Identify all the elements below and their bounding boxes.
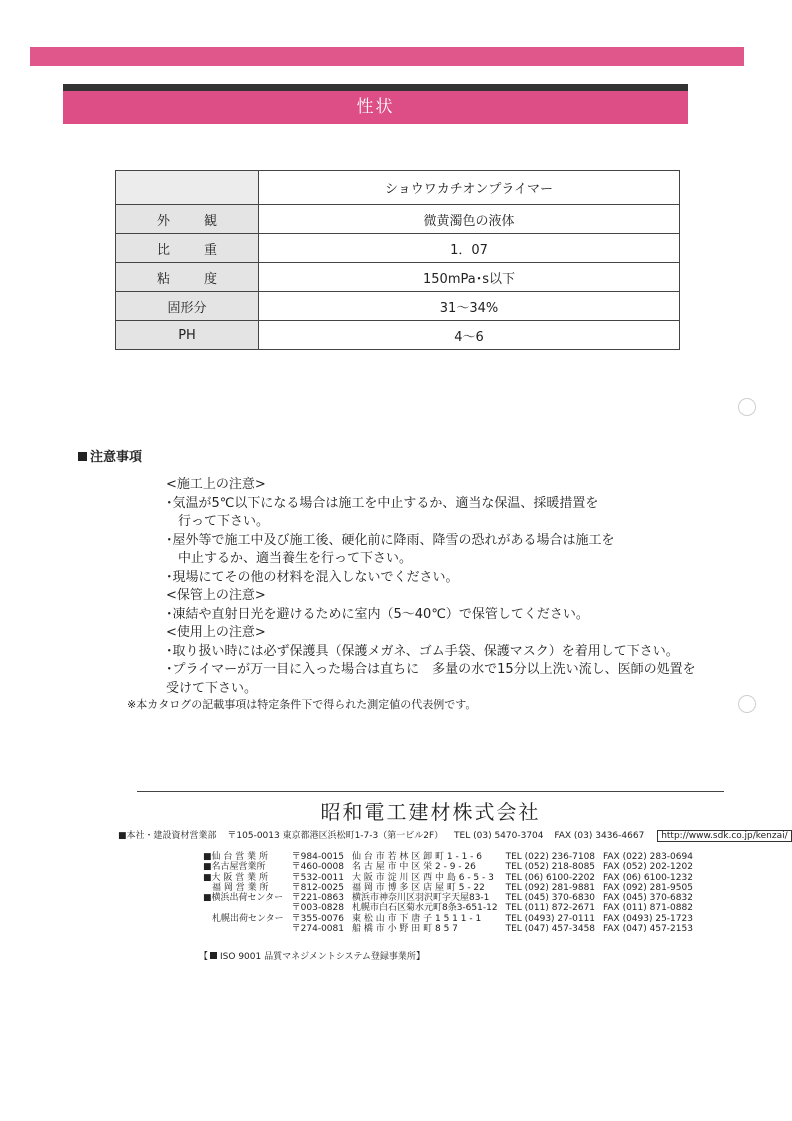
office-tel: TEL (022) 236-7108 — [505, 852, 596, 862]
office-zip: 〒221-0863 — [291, 893, 344, 904]
note-line: ･凍結や直射日光を避けるために室内（5～40℃）で保管してください。 — [166, 606, 589, 622]
office-tel: TEL (011) 872-2671 — [505, 903, 596, 914]
property-label: 外観 — [156, 213, 251, 229]
property-value: 150mPa･s以下 — [259, 263, 680, 292]
office-fax: FAX (0493) 25-1723 — [603, 913, 693, 924]
office-zip: 〒003-0828 — [291, 903, 344, 914]
table-row — [116, 292, 680, 321]
note-line: 中止するか、適当養生を行って下さい。 — [178, 551, 413, 566]
property-label: PH — [116, 321, 259, 350]
property-value: 1．07 — [259, 234, 680, 263]
iso-text: ISO 9001 品質マネジメントシステム登録事業所 — [220, 952, 416, 962]
table-row — [203, 852, 701, 862]
iso-certification: 【 ISO 9001 品質マネジメントシステム登録事業所】 — [199, 952, 425, 962]
table-row — [116, 234, 680, 263]
product-name: ショウワカチオンプライマー — [259, 171, 680, 205]
office-zip: 〒355-0076 — [291, 913, 344, 924]
table-row — [203, 903, 701, 913]
office-address: 東 松 山 市 下 唐 子 1 5 1 1 - 1 — [351, 913, 482, 924]
company-name: 昭和電工建材株式会社 — [320, 800, 541, 824]
office-address: 札幌市白石区菊水元町8条3-651-12 — [351, 903, 498, 914]
table-row — [203, 893, 701, 903]
table-row — [116, 205, 680, 234]
hq-fax: FAX (03) 3436-4667 — [554, 831, 645, 841]
office-zip: 〒984-0015 — [291, 852, 344, 862]
bullet-square-icon — [78, 452, 87, 461]
hq-line — [118, 828, 792, 841]
office-fax: FAX (06) 6100-1232 — [603, 872, 693, 883]
office-name: 札幌出荷センター — [203, 913, 284, 924]
office-name: ■名古屋営業所 — [203, 862, 266, 873]
website-link[interactable]: http://www.sdk.co.jp/kenzai/ — [657, 830, 791, 842]
title-divider — [63, 84, 688, 91]
office-zip: 〒532-0011 — [291, 872, 344, 883]
note-line: ･気温が5℃以下になる場合は施工を中止するか、適当な保温、採暖措置を — [166, 495, 599, 511]
office-address: 船 橋 市 小 野 田 町 8 5 7 — [351, 924, 458, 935]
disclaimer: ※本カタログの記載事項は特定条件下で得られた測定値の代表例です。 — [127, 698, 477, 711]
office-address: 大 阪 市 淀 川 区 西 中 島 6 - 5 - 3 — [351, 872, 494, 883]
office-address: 横浜市神奈川区羽沢町字天屋83-1 — [351, 893, 490, 904]
office-tel: TEL (092) 281-9881 — [505, 882, 596, 893]
office-tel: TEL (06) 6100-2202 — [505, 872, 596, 883]
property-value: 微黄濁色の液体 — [259, 205, 680, 234]
punch-hole-icon — [738, 695, 756, 713]
office-fax: FAX (052) 202-1202 — [603, 862, 693, 873]
table-row — [203, 883, 701, 893]
office-tel: TEL (052) 218-8085 — [505, 862, 596, 873]
hq-address: 〒105-0013 東京都港区浜松町1-7-3（第一ビル2F） — [227, 831, 444, 841]
office-name: ■仙 台 営 業 所 — [203, 852, 268, 862]
note-line: <保管上の注意> — [166, 588, 266, 603]
punch-hole-icon — [738, 398, 756, 416]
property-value: 31～34% — [259, 292, 680, 321]
offices-table — [203, 852, 701, 934]
table-row — [203, 914, 701, 924]
office-name — [203, 924, 292, 934]
note-line: ･プライマーが万一目に入った場合は直ちに 多量の水で15分以上洗い流し、医師の処置を — [166, 662, 696, 677]
property-label: 比重 — [156, 242, 251, 258]
hq-tel: TEL (03) 5470-3704 — [454, 831, 544, 841]
note-line: 受けて下さい。 — [166, 680, 258, 696]
property-label: 粘度 — [156, 271, 251, 287]
property-label: 固形分 — [116, 292, 259, 321]
notes-body — [166, 476, 696, 698]
office-name — [203, 903, 292, 913]
hq-name: ■本社・建設資材営業部 — [118, 831, 217, 841]
table-row — [203, 862, 701, 872]
section-title: 性状 — [63, 91, 688, 124]
property-value: 4～6 — [259, 321, 680, 350]
header-blank-cell — [116, 171, 259, 205]
office-fax: FAX (047) 457-2153 — [603, 924, 693, 935]
table-row — [116, 321, 680, 350]
top-accent-bar — [30, 47, 744, 66]
properties-table — [115, 170, 680, 350]
office-tel: TEL (047) 457-3458 — [505, 924, 596, 935]
office-address: 福 岡 市 博 多 区 店 屋 町 5 - 22 — [351, 882, 485, 893]
note-line: ･現場にてその他の材料を混入しないでください。 — [166, 569, 459, 585]
office-name: 福 岡 営 業 所 — [203, 882, 269, 893]
office-fax: FAX (011) 871-0882 — [603, 903, 693, 914]
table-header-row — [116, 171, 680, 205]
office-name: ■横浜出荷センター — [203, 893, 284, 904]
note-line: 行って下さい。 — [178, 514, 270, 529]
office-fax: FAX (045) 370-6832 — [603, 893, 693, 904]
office-zip: 〒274-0081 — [291, 924, 344, 935]
note-line: ･取り扱い時には必ず保護具（保護メガネ、ゴム手袋、保護マスク）を着用して下さい。 — [166, 643, 679, 659]
bullet-square-icon — [210, 952, 217, 959]
office-tel: TEL (045) 370-6830 — [505, 893, 596, 904]
table-row — [116, 263, 680, 292]
office-name: ■大 阪 営 業 所 — [203, 872, 268, 883]
note-line: <施工上の注意> — [166, 477, 266, 492]
office-fax: FAX (022) 283-0694 — [603, 852, 693, 862]
office-zip: 〒460-0008 — [291, 862, 344, 873]
footer-divider — [137, 791, 724, 792]
notes-heading-text: 注意事項 — [90, 450, 143, 465]
notes-heading — [78, 446, 142, 465]
office-address: 仙 台 市 若 林 区 卸 町 1 - 1 - 6 — [351, 852, 482, 862]
note-line: ･屋外等で施工中及び施工後、硬化前に降雨、降雪の恐れがある場合は施工を — [166, 532, 615, 548]
office-zip: 〒812-0025 — [291, 882, 344, 893]
office-address: 名 古 屋 市 中 区 栄 2 - 9 - 26 — [351, 862, 476, 873]
office-fax: FAX (092) 281-9505 — [603, 882, 693, 893]
table-row — [203, 924, 701, 934]
note-line: <使用上の注意> — [166, 625, 266, 640]
table-row — [203, 873, 701, 883]
office-tel: TEL (0493) 27-0111 — [505, 913, 596, 924]
